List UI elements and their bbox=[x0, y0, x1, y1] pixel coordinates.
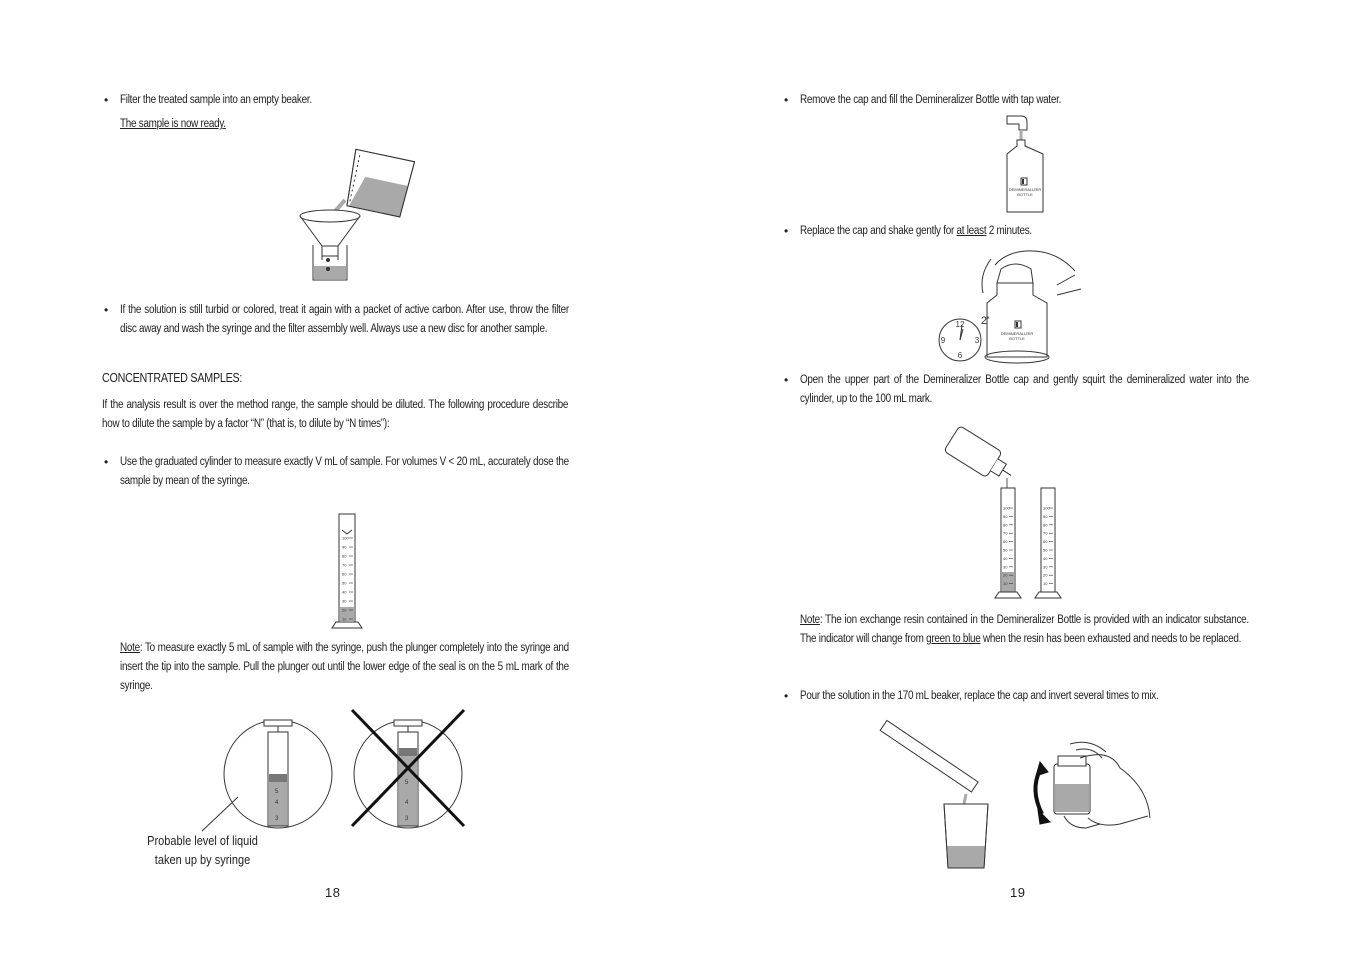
cylinder-mark: 70 bbox=[342, 562, 347, 568]
pour-invert-illustration bbox=[880, 718, 1155, 870]
cylinder-mark: 50 bbox=[342, 580, 347, 586]
cylinder-mark: 90 bbox=[1003, 513, 1008, 519]
cylinder-mark: 80 bbox=[1043, 522, 1048, 528]
tap-bottle-illustration bbox=[1003, 112, 1055, 216]
cylinder-mark: 40 bbox=[342, 589, 347, 595]
cylinder-mark: 60 bbox=[342, 571, 347, 577]
cylinder-mark: 80 bbox=[342, 553, 347, 559]
bullet-icon: • bbox=[104, 455, 109, 469]
syringe-mark: 4 bbox=[275, 800, 279, 806]
bullet-icon: • bbox=[784, 224, 789, 238]
bullet-icon: • bbox=[784, 93, 789, 107]
bullet-graduated-cylinder: Use the graduated cylinder to measure exactly V mL of sample. For volumes V < 20 mL, accurately dose the sample by mean of the syringe. bbox=[120, 456, 569, 487]
page-number-left: 18 bbox=[325, 885, 341, 900]
bottle-label: BOTTLE bbox=[1009, 336, 1025, 341]
sample-ready-line: The sample is now ready. bbox=[120, 118, 226, 130]
graduated-cylinder-illustration bbox=[328, 510, 368, 632]
funnel-filter-illustration bbox=[295, 150, 425, 285]
syringe-caption: Probable level of liquid taken up by syringe bbox=[147, 834, 258, 867]
cylinder-mark: 50 bbox=[1043, 547, 1048, 553]
bullet-remove-cap: Remove the cap and fill the Demineralizer Bottle with tap water. bbox=[800, 94, 1062, 106]
syringe-note: Note: To measure exactly 5 mL of sample with the syringe, push the plunger completely into the syringe and insert the tip into the sample. Pull the plunger out until the lower edge of the seal is on the 5 mL mark of the syringe. bbox=[120, 642, 569, 692]
cylinder-mark: 70 bbox=[1043, 530, 1048, 536]
squirt-cylinders-illustration bbox=[945, 430, 1070, 602]
cylinder-mark: 10 bbox=[342, 616, 347, 622]
bullet-pour-solution: Pour the solution in the 170 mL beaker, replace the cap and invert several times to mix. bbox=[800, 690, 1159, 702]
bullet-icon: • bbox=[784, 373, 789, 387]
cylinder-mark: 50 bbox=[1003, 547, 1008, 553]
syringe-mark: 5 bbox=[275, 789, 279, 795]
clock-number: 3 bbox=[974, 336, 980, 345]
cylinder-mark: 100 bbox=[1003, 505, 1010, 511]
bottle-label: BOTTLE bbox=[1017, 192, 1033, 197]
cylinder-mark: 60 bbox=[1003, 539, 1008, 545]
cylinder-mark: 90 bbox=[1043, 513, 1048, 519]
clock-number: 9 bbox=[940, 336, 946, 345]
cylinder-mark: 30 bbox=[1043, 564, 1048, 570]
page-number-right: 19 bbox=[1010, 885, 1026, 900]
syringe-mark: 3 bbox=[275, 816, 279, 822]
bottle-label: DEMINERALIZER bbox=[1008, 187, 1042, 192]
syringe-mark: 3 bbox=[405, 816, 409, 822]
bullet-icon: • bbox=[104, 303, 109, 317]
bullet-replace-cap: Replace the cap and shake gently for at least 2 minutes. bbox=[800, 225, 1032, 237]
cylinder-mark: 10 bbox=[1003, 581, 1008, 587]
bullet-filter-sample: Filter the treated sample into an empty beaker. bbox=[120, 94, 312, 106]
cylinder-mark: 40 bbox=[1003, 555, 1008, 561]
section-heading: CONCENTRATED SAMPLES: bbox=[102, 371, 243, 385]
cylinder-mark: 20 bbox=[1043, 572, 1048, 578]
cylinder-mark: 10 bbox=[1043, 581, 1048, 587]
resin-note: Note: The ion exchange resin contained in the Demineralizer Bottle is provided with an indicator substance. The indicator will change from green to blue when the resin has been exhausted and needs to be replaced. bbox=[800, 614, 1249, 645]
clock-number: 12 bbox=[955, 320, 965, 329]
syringe-mark: 4 bbox=[405, 800, 409, 806]
bullet-open-cap: Open the upper part of the Demineralizer Bottle cap and gently squirt the demineralized water into the cylinder, up to the 100 mL mark. bbox=[800, 374, 1249, 405]
cylinder-mark: 30 bbox=[1003, 564, 1008, 570]
cylinder-mark: 90 bbox=[342, 544, 347, 550]
bullet-turbid-sample: If the solution is still turbid or colored, treat it again with a packet of active carbon. After use, throw the filter disc away and wash the syringe and the filter assembly well. Always use a new disc for another sample. bbox=[120, 304, 569, 335]
caption-pointer-line bbox=[200, 795, 240, 835]
bottle-label: DEMINERALIZER bbox=[1000, 331, 1034, 336]
bullet-icon: • bbox=[784, 689, 789, 703]
cylinder-mark: 20 bbox=[1003, 572, 1008, 578]
cylinder-mark: 100 bbox=[1043, 505, 1050, 511]
clock-time: 2' bbox=[980, 315, 990, 327]
cylinder-mark: 20 bbox=[342, 607, 347, 613]
cylinder-mark: 30 bbox=[342, 598, 347, 604]
dilution-intro: If the analysis result is over the method range, the sample should be diluted. The following procedure describe how to dilute the sample by a factor “N” (that is, to dilute by “N times”): bbox=[102, 399, 569, 430]
cylinder-mark: 100 bbox=[342, 535, 349, 541]
bullet-icon: • bbox=[104, 93, 109, 107]
cylinder-mark: 60 bbox=[1043, 539, 1048, 545]
cylinder-mark: 80 bbox=[1003, 522, 1008, 528]
shake-bottle-illustration bbox=[935, 245, 1085, 367]
syringe-mark: 5 bbox=[405, 780, 409, 786]
clock-number: 6 bbox=[957, 351, 963, 360]
cylinder-mark: 40 bbox=[1043, 555, 1048, 561]
cylinder-mark: 70 bbox=[1003, 530, 1008, 536]
syringe-wrong-illustration bbox=[352, 708, 467, 830]
